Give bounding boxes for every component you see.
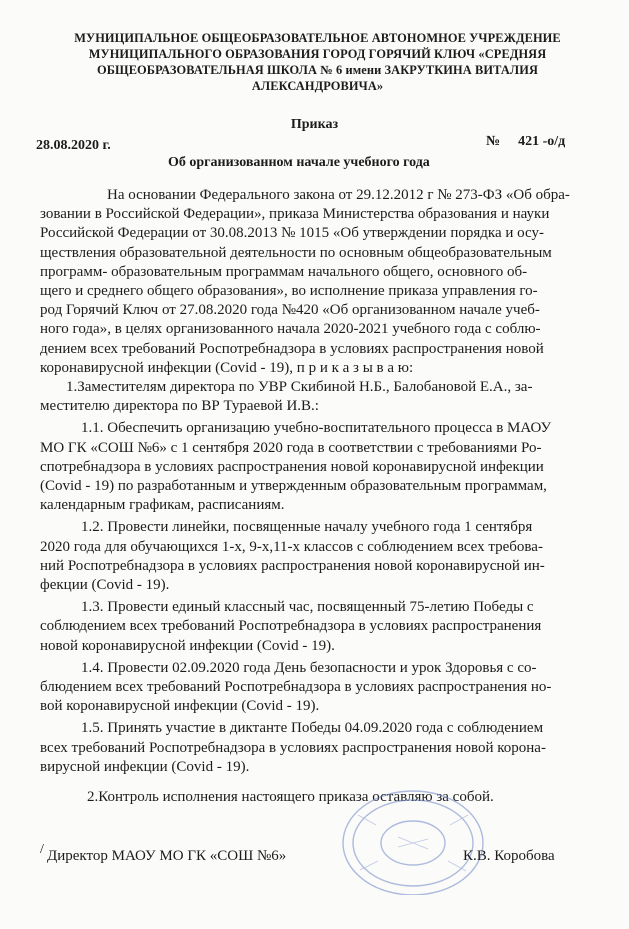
text-line: 1.3. Провести единый классный час, посвященный 75-летию Победы с	[81, 599, 534, 616]
text-line: (Covid - 19) по разработанным и утвержденным образовательным программам,	[40, 478, 547, 495]
text-line: местителю директора по ВР Тураевой И.В.:	[40, 398, 319, 415]
text-line: МО ГК «СОШ №6» с 1 сентября 2020 года в соответствии с требованиями Ро-	[40, 439, 542, 456]
text-line: календарным графикам, расписаниям.	[40, 497, 285, 514]
signatory-position: Директор МАОУ МО ГК «СОШ №6»	[47, 848, 287, 864]
text-line: 1.4. Провести 02.09.2020 года День безопасности и урок Здоровья с со-	[81, 659, 537, 676]
text-line: соблюдением всех требований Роспотребнадзора в условиях распространения	[40, 618, 542, 635]
text-line: 2020 года для обучающихся 1-х, 9-х,11-х классов с соблюдением всех требова-	[40, 538, 543, 555]
text-line: Российской Федерации от 30.08.2013 № 1015 «Об утверждении порядка и осу-	[40, 225, 544, 242]
text-line: 1.Заместителям директора по УВР Скибиной Н.Б., Балобановой Е.А., за-	[66, 379, 533, 396]
text-line: зовании в Российской Федерации», приказа Министерства образования и науки	[40, 206, 550, 223]
document-body	[40, 186, 618, 777]
organization-header	[30, 30, 605, 94]
text-line: 1.1. Обеспечить организацию учебно-воспитательного процесса в МАОУ	[81, 420, 552, 437]
order-date: 28.08.2020 г.	[36, 138, 111, 153]
item-2: 2.Контроль исполнения настоящего приказа оставляю за собой.	[87, 789, 494, 805]
text-line: спотребнадзора в условиях распространения новой коронавирусной инфекции	[40, 458, 544, 475]
order-subject: Об организованном начале учебного года	[168, 155, 430, 170]
document-title: Приказ	[290, 117, 339, 132]
header-line: АЛЕКСАНДРОВИЧА»	[251, 79, 384, 93]
text-line: дением всех требований Роспотребнадзора в условиях распространения новой	[40, 340, 544, 357]
item-1-5	[40, 719, 618, 777]
number-value: 421 -о/д	[518, 134, 566, 149]
text-line: программ- образовательным программам начального общего, основного об-	[40, 263, 528, 280]
item-1-1	[40, 419, 618, 515]
text-line: ний Роспотребнадзора в условиях распространения новой коронавирусной ин-	[40, 557, 545, 574]
header-line: ОБЩЕОБРАЗОВАТЕЛЬНАЯ ШКОЛА № 6 имени ЗАКРУТКИНА ВИТАЛИЯ	[96, 63, 539, 77]
text-line: 1.2. Провести линейки, посвященные началу учебного года 1 сентября	[81, 519, 533, 536]
order-number	[486, 134, 565, 150]
text-line: фекции (Covid - 19).	[40, 577, 170, 594]
text-line: блюдением всех требований Роспотребнадзора в условиях распространения но-	[40, 679, 552, 696]
header-line: МУНИЦИПАЛЬНОГО ОБРАЗОВАНИЯ ГОРОД ГОРЯЧИЙ КЛЮЧ «СРЕДНЯЯ	[88, 47, 547, 61]
signatory-name: К.В. Коробова	[463, 848, 555, 864]
preamble	[40, 186, 618, 378]
text-line: коронавирусной инфекции (Covid - 19), п р и к а з ы в а ю:	[40, 359, 414, 376]
round-seal-stamp	[338, 785, 488, 895]
text-line: новой коронавирусной инфекции (Covid - 19).	[40, 637, 335, 654]
item-1	[40, 378, 618, 416]
text-line: вирусной инфекции (Covid - 19).	[40, 758, 250, 775]
signature-mark: /	[40, 842, 44, 857]
text-line: щего и среднего общего образования», во исполнение приказа управления го-	[40, 283, 538, 300]
text-line: род Горячий Ключ от 27.08.2020 года №420 «Об организованном начале учеб-	[40, 302, 540, 319]
text-line: ного года», в целях организованного начала 2020-2021 учебного года с соблю-	[40, 321, 541, 338]
item-1-4	[40, 659, 618, 717]
item-1-3	[40, 598, 618, 656]
header-line: МУНИЦИПАЛЬНОЕ ОБЩЕОБРАЗОВАТЕЛЬНОЕ АВТОНОМНОЕ УЧРЕЖДЕНИЕ	[74, 31, 561, 45]
text-line: вой коронавирусной инфекции (Covid - 19).	[40, 698, 320, 715]
text-line: На основании Федерального закона от 29.12.2012 г № 273-ФЗ «Об обра-	[107, 187, 570, 203]
number-sign: №	[486, 134, 501, 149]
text-line: 1.5. Принять участие в диктанте Победы 04.09.2020 года с соблюдением	[81, 720, 544, 737]
item-1-2	[40, 518, 618, 595]
text-line: ществления образовательной деятельности по основным общеобразовательным	[40, 244, 552, 261]
text-line: всех требований Роспотребнадзора в условиях распространения новой корона-	[40, 739, 546, 756]
